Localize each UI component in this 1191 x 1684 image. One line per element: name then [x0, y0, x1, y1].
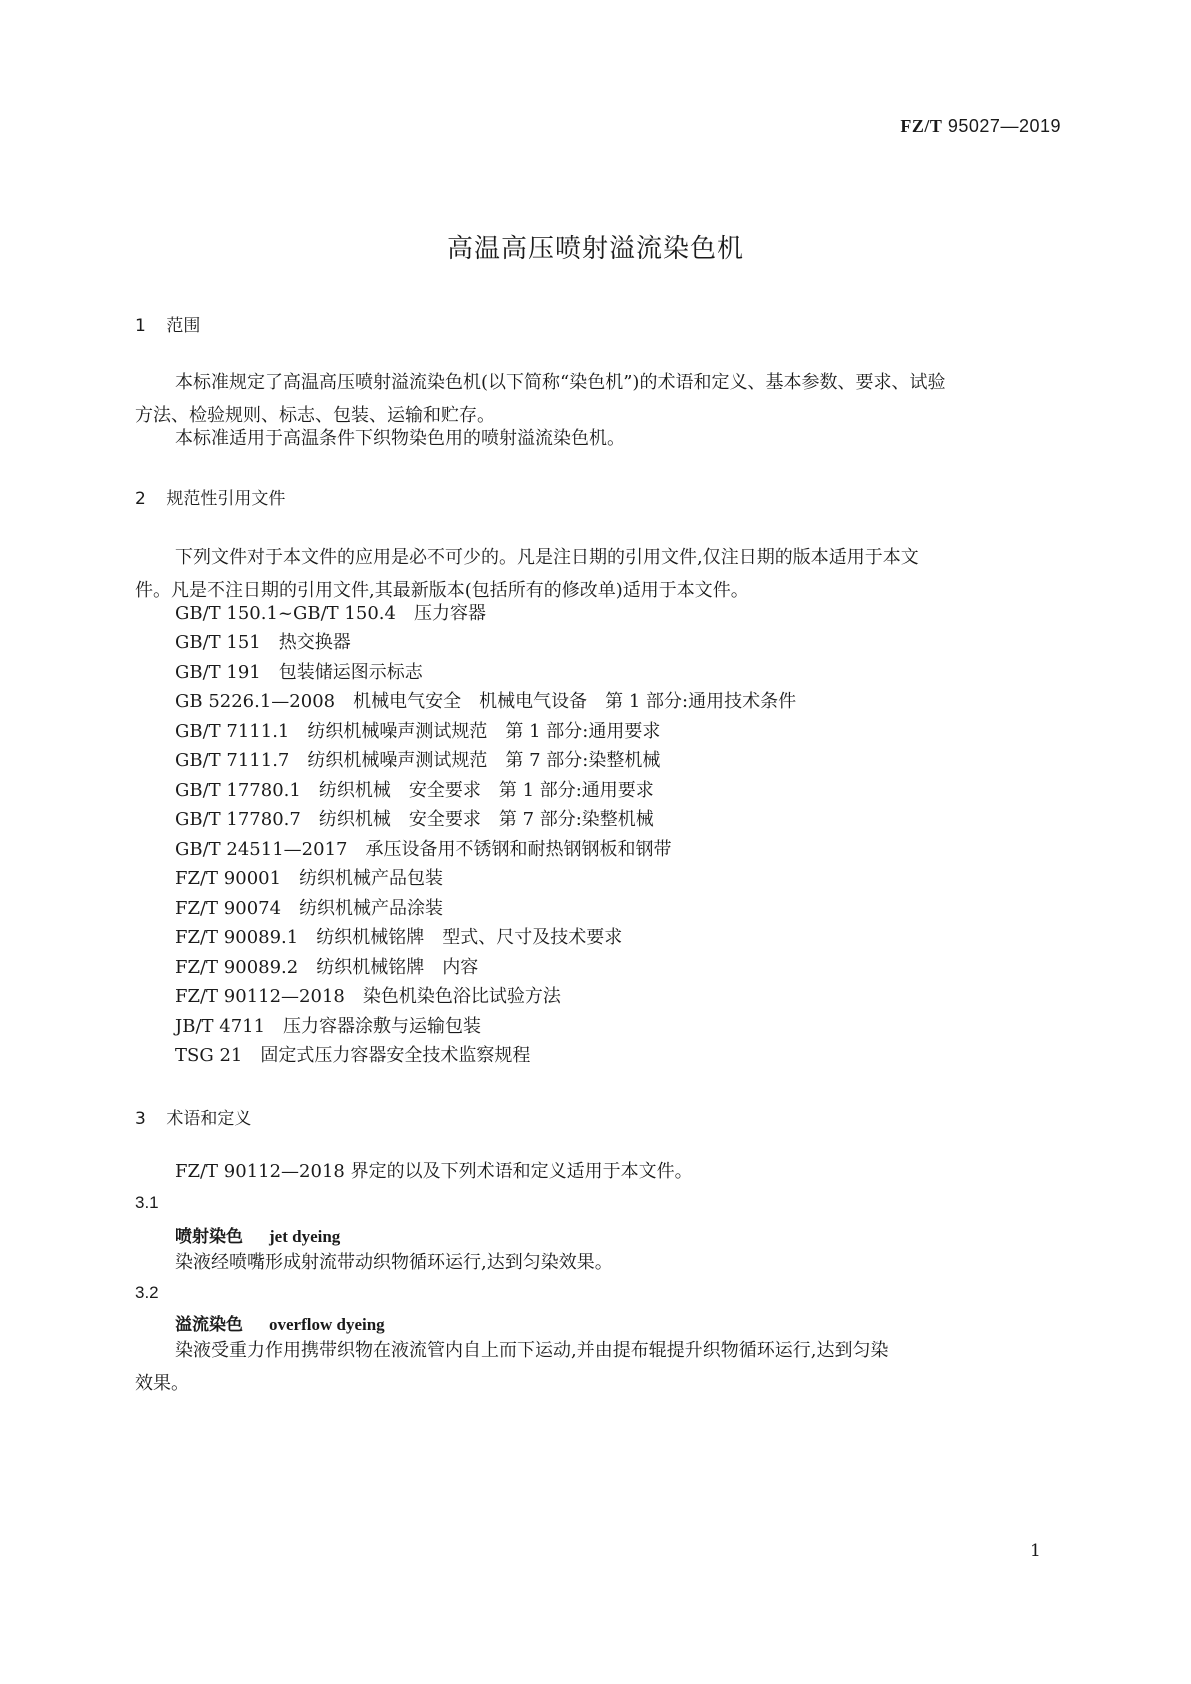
reference-item	[175, 688, 796, 716]
reference-item	[175, 1013, 481, 1041]
document-title: 高温高压喷射溢流染色机	[446, 234, 744, 264]
reference-title: 压力容器	[413, 603, 486, 624]
reference-title: 纺织机械产品涂装	[299, 898, 444, 919]
section-number: 3	[135, 1109, 146, 1129]
section-heading-normative-references	[135, 484, 285, 509]
reference-item	[175, 983, 561, 1011]
reference-item	[175, 659, 423, 687]
refs-intro-line1: 下列文件对于本文件的应用是必不可少的。凡是注日期的引用文件,仅注日期的版本适用于本文	[175, 547, 919, 568]
refs-intro-line2: 件。凡是不注日期的引用文件,其最新版本(包括所有的修改单)适用于本文件。	[135, 580, 749, 601]
reference-title: 纺织机械 安全要求 第 7 部分:染整机械	[318, 809, 654, 830]
reference-title: 纺织机械铭牌 内容	[316, 957, 479, 978]
page-number: 1	[1030, 1541, 1041, 1561]
reference-title: 染色机染色浴比试验方法	[362, 986, 561, 1007]
section-number: 2	[135, 489, 146, 509]
reference-code: TSG 21	[175, 1045, 243, 1066]
reference-title: 纺织机械 安全要求 第 1 部分:通用要求	[318, 780, 654, 801]
reference-title: 压力容器涂敷与运输包装	[283, 1016, 482, 1037]
term-name-en: overflow dyeing	[269, 1315, 385, 1334]
reference-code: JB/T 4711	[175, 1016, 266, 1037]
reference-code: GB/T 7111.1	[175, 721, 290, 742]
reference-item	[175, 865, 443, 893]
scope-p1-line1: 本标准规定了高温高压喷射溢流染色机(以下简称“染色机”)的术语和定义、基本参数、要求、试验	[175, 372, 946, 393]
standard-code-prefix: FZ/T	[900, 116, 943, 136]
reference-code: GB/T 150.1~GB/T 150.4	[175, 603, 396, 624]
term-name-en: jet dyeing	[269, 1227, 341, 1246]
reference-title: 包装储运图示标志	[278, 662, 423, 683]
term-number: 3.1	[135, 1193, 159, 1212]
reference-code: GB/T 7111.7	[175, 750, 290, 771]
term-definition-line2: 效果。	[135, 1373, 189, 1394]
reference-item	[175, 718, 660, 746]
reference-item	[175, 895, 443, 923]
term-definition	[135, 1334, 1060, 1400]
scope-p1-line2: 方法、检验规则、标志、包装、运输和贮存。	[135, 405, 495, 426]
reference-item	[175, 924, 622, 952]
reference-code: GB/T 24511—2017	[175, 839, 348, 860]
reference-title: 纺织机械铭牌 型式、尺寸及技术要求	[316, 927, 623, 948]
scope-paragraph-2	[135, 422, 1060, 455]
standard-code	[900, 116, 1061, 137]
scope-p2: 本标准适用于高温条件下织物染色用的喷射溢流染色机。	[175, 428, 625, 449]
term-name-zh: 喷射染色	[175, 1227, 243, 1247]
reference-title: 纺织机械噪声测试规范 第 7 部分:染整机械	[307, 750, 661, 771]
reference-item	[175, 777, 654, 805]
section-title: 范围	[166, 316, 201, 336]
term-name	[175, 1310, 385, 1335]
normative-references-intro	[135, 541, 1060, 607]
term-number: 3.2	[135, 1283, 159, 1302]
reference-item	[175, 747, 660, 775]
reference-item	[175, 1042, 530, 1070]
reference-code: FZ/T 90001	[175, 868, 282, 889]
section-title: 规范性引用文件	[166, 489, 286, 509]
reference-title: 热交换器	[278, 632, 351, 653]
terms-intro: FZ/T 90112—2018 界定的以及下列术语和定义适用于本文件。	[175, 1161, 693, 1182]
section-heading-scope	[135, 311, 200, 336]
standard-code-number: 95027—2019	[947, 116, 1061, 136]
reference-item	[175, 629, 351, 657]
reference-code: GB/T 191	[175, 662, 261, 683]
term-definition: 染液经喷嘴形成射流带动织物循环运行,达到匀染效果。	[175, 1252, 613, 1273]
reference-code: FZ/T 90089.1	[175, 927, 299, 948]
term-name	[175, 1222, 340, 1247]
section-number: 1	[135, 316, 146, 336]
reference-title: 纺织机械噪声测试规范 第 1 部分:通用要求	[307, 721, 661, 742]
section-title: 术语和定义	[166, 1109, 252, 1129]
reference-title: 纺织机械产品包装	[299, 868, 444, 889]
reference-item	[175, 954, 478, 982]
reference-item	[175, 806, 654, 834]
reference-code: GB/T 17780.1	[175, 780, 301, 801]
reference-title: 固定式压力容器安全技术监察规程	[260, 1045, 531, 1066]
term-name-zh: 溢流染色	[175, 1315, 243, 1335]
section-heading-terms-definitions	[135, 1104, 251, 1129]
term-definition-line1: 染液受重力作用携带织物在液流管内自上而下运动,并由提布辊提升织物循环运行,达到匀染	[175, 1340, 889, 1361]
reference-title: 机械电气安全 机械电气设备 第 1 部分:通用技术条件	[353, 691, 797, 712]
reference-code: GB/T 151	[175, 632, 261, 653]
reference-code: FZ/T 90074	[175, 898, 282, 919]
reference-item	[175, 836, 671, 864]
reference-code: GB/T 17780.7	[175, 809, 301, 830]
reference-code: FZ/T 90112—2018	[175, 986, 345, 1007]
reference-title: 承压设备用不锈钢和耐热钢钢板和钢带	[365, 839, 672, 860]
reference-item	[175, 600, 486, 628]
reference-code: GB 5226.1—2008	[175, 691, 336, 712]
reference-code: FZ/T 90089.2	[175, 957, 299, 978]
